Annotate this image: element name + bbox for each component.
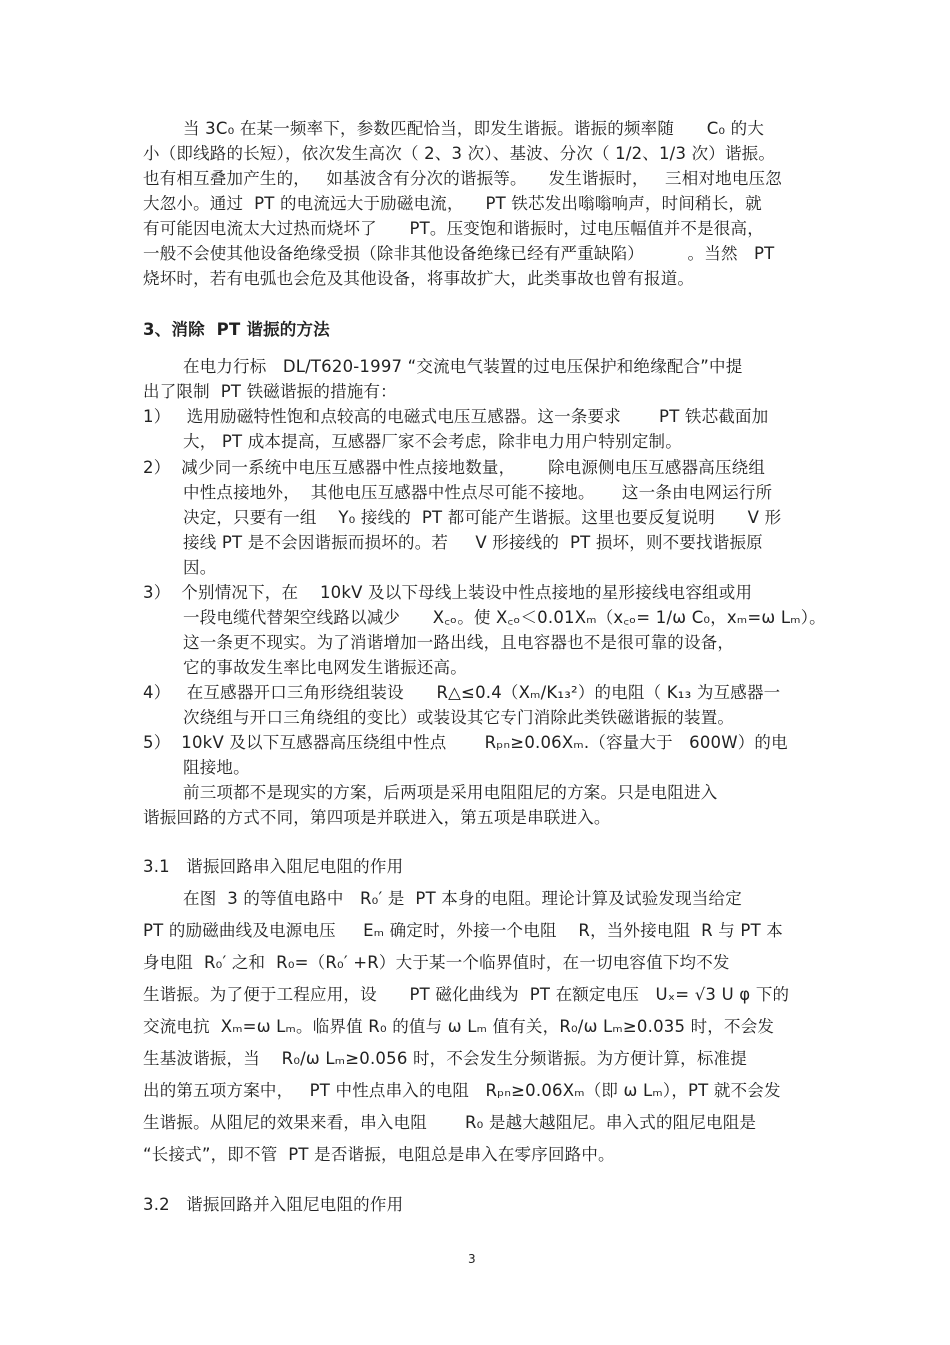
page-number: 3	[468, 1252, 476, 1266]
item2-line2: 中性点接地外， 其他电压互感器中性点尽可能不接地。 这一条由电网运行所	[183, 483, 773, 502]
para4-line4: 生谐振。为了便于工程应用，设 PT 磁化曲线为 PT 在额定电压 Uₓ= √3 U φ 下的	[143, 985, 790, 1004]
item5-line1: 5） 10kV 及以下互感器高压绕组中性点 Rₚₙ≥0.06Xₘ.（容量大于 600W）的电	[143, 733, 788, 752]
para1-line4: 大忽小。通过 PT 的电流远大于励磁电流， PT 铁芯发出嗡嗡响声，时间稍长，就	[143, 194, 762, 213]
para3-line1: 前三项都不是现实的方案，后两项是采用电阻阻尼的方案。只是电阻进入	[183, 783, 718, 802]
para1-line6: 一般不会使其他设备绝缘受损（除非其他设备绝缘已经有严重缺陷） 。当然 PT	[143, 244, 775, 263]
para4-line1: 在图 3 的等值电路中 R₀′ 是 PT 本身的电阻。理论计算及试验发现当给定	[183, 889, 742, 908]
para1-line7: 烧坏时，若有电弧也会危及其他设备，将事故扩大，此类事故也曾有报道。	[143, 269, 695, 288]
item1-line2: 大， PT 成本提高，互感器厂家不会考虑，除非电力用户特别定制。	[183, 432, 682, 451]
para4-line2: PT 的励磁曲线及电源电压 Eₘ 确定时，外接一个电阻 R，当外接电阻 R 与 PT 本	[143, 921, 784, 940]
para1-line3: 也有相互叠加产生的， 如基波含有分次的谐振等。 发生谐振时， 三相对地电压忽	[143, 169, 782, 188]
item4-line1: 4） 在互感器开口三角形绕组装设 R△≤0.4（Xₘ/K₁₃²）的电阻（ K₁₃ 为互感器一	[143, 683, 781, 702]
item2-line1: 2） 减少同一系统中电压互感器中性点接地数量， 除电源侧电压互感器高压绕组	[143, 458, 766, 477]
section-heading-3-2: 3.2 谐振回路并入阻尼电阻的作用	[143, 1195, 404, 1214]
section-heading-3-1: 3.1 谐振回路串入阻尼电阻的作用	[143, 857, 404, 876]
item3-line2: 一段电缆代替架空线路以减少 X꜀ₒ。使 X꜀ₒ＜0.01Xₘ（x꜀ₒ= 1/ω C₀，xₘ=ω Lₘ）。	[183, 608, 826, 627]
para1-line2: 小（即线路的长短），依次发生高次（ 2、3 次）、基波、分次（ 1/2、1/3 次）谐振。	[143, 144, 776, 163]
item2-line3: 决定，只要有一组 Y₀ 接线的 PT 都可能产生谐振。这里也要反复说明 V 形	[183, 508, 782, 527]
item3-line1: 3） 个别情况下，在 10kV 及以下母线上装设中性点接地的星形接线电容组或用	[143, 583, 753, 602]
para3-line2: 谐振回路的方式不同，第四项是并联进入，第五项是串联进入。	[143, 808, 611, 827]
item5-line2: 阻接地。	[183, 758, 250, 777]
item3-line3: 这一条更不现实。为了消谐增加一路出线，且电容器也不是很可靠的设备，	[183, 633, 735, 652]
item2-line4: 接线 PT 是不会因谐振而损坏的。若 V 形接线的 PT 损坏，则不要找谐振原	[183, 533, 763, 552]
para4-line7: 出的第五项方案中， PT 中性点串入的电阻 Rₚₙ≥0.06Xₘ（即 ω Lₘ），PT 就不会发	[143, 1081, 781, 1100]
para4-line9: “长接式”，即不管 PT 是否谐振，电阻总是串入在零序回路中。	[143, 1145, 615, 1164]
para4-line8: 生谐振。从阻尼的效果来看，串入电阻 R₀ 是越大越阻尼。串入式的阻尼电阻是	[143, 1113, 757, 1132]
section-heading-3: 3、消除 PT 谐振的方法	[143, 320, 330, 339]
para4-line6: 生基波谐振，当 R₀/ω Lₘ≥0.056 时，不会发生分频谐振。为方便计算，标准提	[143, 1049, 747, 1068]
para4-line5: 交流电抗 Xₘ=ω Lₘ。临界值 R₀ 的值与 ω Lₘ 值有关，R₀/ω Lₘ≥0.035 时，不会发	[143, 1017, 775, 1036]
para4-line3: 身电阻 R₀′ 之和 R₀=（R₀′ +R）大于某一个临界值时，在一切电容值下均不发	[143, 953, 730, 972]
para2-line1: 在电力行标 DL/T620-1997 “交流电气装置的过电压保护和绝缘配合”中提	[183, 357, 743, 376]
para1-line1: 当 3C₀ 在某一频率下，参数匹配恰当，即发生谐振。谐振的频率随 C₀ 的大	[183, 119, 765, 138]
item4-line2: 次绕组与开口三角绕组的变比）或装设其它专门消除此类铁磁谐振的装置。	[183, 708, 735, 727]
item1-line1: 1） 选用励磁特性饱和点较高的电磁式电压互感器。这一条要求 PT 铁芯截面加	[143, 407, 769, 426]
para2-line2: 出了限制 PT 铁磁谐振的措施有：	[143, 382, 397, 401]
para1-line5: 有可能因电流太大过热而烧坏了 PT。压变饱和谐振时，过电压幅值并不是很高，	[143, 219, 764, 238]
item2-line5: 因。	[183, 558, 217, 577]
item3-line4: 它的事故发生率比电网发生谐振还高。	[183, 658, 467, 677]
